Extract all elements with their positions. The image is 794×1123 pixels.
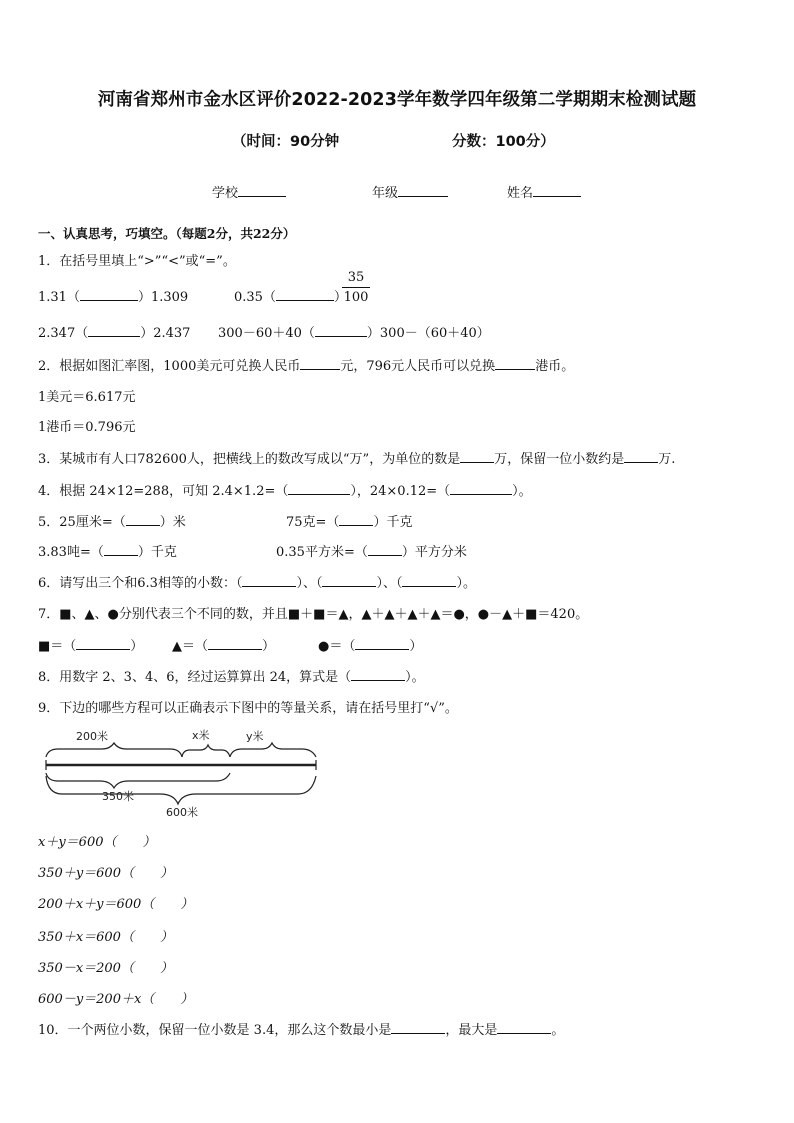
q1-text: 1．在括号里填上“>”“<”或“=”。 <box>38 254 236 269</box>
q9-equation-4[interactable]: 350＋x＝600（ ） <box>38 930 173 945</box>
q2-rate-usd: 1美元＝6.617元 <box>38 390 136 405</box>
q7-triangle-close: ） <box>262 639 276 654</box>
q6-sep-2: ）、（ <box>376 576 403 591</box>
q1-c-blank[interactable] <box>88 324 140 337</box>
q4-blank-2[interactable] <box>450 482 512 495</box>
q1-item-c <box>38 322 190 341</box>
q5-c-left: 3.83吨=（ <box>38 545 104 560</box>
school-label: 学校 <box>212 186 239 201</box>
q7-triangle-answer <box>172 635 275 654</box>
q7-circle-answer <box>318 635 422 654</box>
q5-a-right: ）米 <box>159 515 186 530</box>
q3-blank-1[interactable] <box>460 450 494 463</box>
q6-text-a: 6．请写出三个和6.3相等的小数：（ <box>38 576 243 591</box>
q1-b-right: ） <box>333 290 347 305</box>
q10-text-a: 10．一个两位小数，保留一位小数是 3.4，那么这个数最小是 <box>38 1023 392 1038</box>
q1-fraction <box>342 270 370 305</box>
school-blank[interactable] <box>238 184 286 197</box>
q7-triangle-left: ▲＝（ <box>172 639 208 654</box>
q7-text: 7．■、▲、●分别代表三个不同的数，并且■＋■＝▲，▲＋▲＋▲＋▲＝●，●－▲＋■＝420。 <box>38 607 589 622</box>
grade-label: 年级 <box>372 186 399 201</box>
q1-b-left: 0.35（ <box>234 290 276 305</box>
q8-text-b: ）。 <box>405 670 425 685</box>
q1-a-right: ）1.309 <box>137 290 189 305</box>
q5-item-d <box>276 541 467 560</box>
q5-item-a <box>38 511 186 530</box>
q5-b-right: ）千克 <box>373 515 413 530</box>
q5-a-left: 5．25厘米=（ <box>38 515 126 530</box>
q5-b-blank[interactable] <box>339 513 373 526</box>
brace-600 <box>46 776 316 804</box>
q1-a-left: 1.31（ <box>38 290 80 305</box>
q7-triangle-blank[interactable] <box>208 637 262 650</box>
q10-blank-1[interactable] <box>391 1021 445 1034</box>
q1-b-blank[interactable] <box>276 288 334 301</box>
q1-a-blank[interactable] <box>80 288 138 301</box>
q2-text-a: 2．根据如图汇率图，1000美元可兑换人民币 <box>38 359 301 374</box>
fraction-denominator: 100 <box>343 290 369 305</box>
grade-blank[interactable] <box>398 184 448 197</box>
q1-item-d <box>218 322 490 341</box>
q1-c-left: 2.347（ <box>38 326 89 341</box>
label-600: 600米 <box>166 806 198 819</box>
label-y: y米 <box>246 730 264 743</box>
q6-text-end: ）。 <box>456 576 476 591</box>
q7-square-close: ） <box>130 639 144 654</box>
brace-y <box>230 743 316 757</box>
label-x: x米 <box>192 729 210 742</box>
q9-equation-1[interactable]: x＋y＝600（ ） <box>38 835 156 850</box>
brace-x <box>182 745 230 757</box>
q9-equation-6[interactable]: 600－y＝200＋x（ ） <box>38 992 194 1007</box>
q5-d-left: 0.35平方米=（ <box>276 545 368 560</box>
q1-c-right: ）2.437 <box>140 326 191 341</box>
name-label: 姓名 <box>507 186 534 201</box>
exam-score: 分数：100分） <box>452 134 555 150</box>
q3-text-a: 3．某城市有人口782600人，把横线上的数改写成以“万”，为单位的数是 <box>38 452 461 467</box>
q2-rate-hkd: 1港币＝0.796元 <box>38 420 136 435</box>
q4-text <box>38 480 532 499</box>
q6-blank-3[interactable] <box>402 574 456 587</box>
q7-square-left: ■＝（ <box>38 639 77 654</box>
q9-segment-diagram <box>40 722 330 822</box>
q5-b-left: 75克=（ <box>286 515 340 530</box>
q6-sep-1: ）、（ <box>296 576 323 591</box>
q3-blank-2[interactable] <box>624 450 658 463</box>
name-field[interactable] <box>507 182 581 201</box>
q1-item-b <box>234 286 347 305</box>
grade-field[interactable] <box>372 182 448 201</box>
q1-item-a <box>38 286 188 305</box>
q9-equation-3[interactable]: 200＋x＋y＝600（ ） <box>38 897 194 912</box>
q7-square-answer <box>38 635 143 654</box>
brace-200 <box>46 743 182 757</box>
q3-text-b: 万，保留一位小数约是 <box>494 452 625 467</box>
q5-c-right: ）千克 <box>137 545 177 560</box>
q2-text-b: 元，796元人民币可以兑换 <box>340 359 496 374</box>
q4-text-c: ）。 <box>512 484 532 499</box>
q1-d-left: 300－60＋40（ <box>218 326 315 341</box>
q8-text <box>38 666 425 685</box>
name-blank[interactable] <box>533 184 581 197</box>
q10-text-b: ，最大是 <box>445 1023 498 1038</box>
q4-blank-1[interactable] <box>288 482 350 495</box>
q1-d-right: ）300－（60＋40） <box>366 326 490 341</box>
school-field[interactable] <box>212 182 286 201</box>
label-200: 200米 <box>76 730 108 743</box>
q6-blank-2[interactable] <box>322 574 376 587</box>
q7-circle-close: ） <box>409 639 423 654</box>
q7-circle-blank[interactable] <box>355 637 409 650</box>
q4-text-b: ），24×0.12=（ <box>350 484 451 499</box>
q2-blank-2[interactable] <box>495 357 535 370</box>
q6-blank-1[interactable] <box>242 574 296 587</box>
q1-d-blank[interactable] <box>315 324 367 337</box>
page-title: 河南省郑州市金水区评价2022-2023学年数学四年级第二学期期末检测试题 <box>97 90 697 110</box>
exam-time: （时间：90分钟 <box>232 134 340 150</box>
q9-equation-2[interactable]: 350＋y＝600（ ） <box>38 866 173 881</box>
q5-c-blank[interactable] <box>104 543 138 556</box>
q8-blank[interactable] <box>351 668 405 681</box>
q2-text-c: 港币。 <box>535 359 575 374</box>
q10-blank-2[interactable] <box>497 1021 551 1034</box>
q5-d-right: ）平方分米 <box>401 545 467 560</box>
section-heading: 一、认真思考，巧填空。（每题2分，共22分） <box>38 226 296 241</box>
q9-equation-5[interactable]: 350－x＝200（ ） <box>38 961 173 976</box>
q6-text <box>38 572 476 591</box>
q7-square-blank[interactable] <box>76 637 130 650</box>
q8-text-a: 8．用数字 2、3、4、6，经过运算算出 24，算式是（ <box>38 670 352 685</box>
fraction-bar <box>342 287 370 288</box>
q7-circle-left: ●＝（ <box>318 639 356 654</box>
q9-text: 9．下边的哪些方程可以正确表示下图中的等量关系，请在括号里打“√”。 <box>38 701 458 716</box>
q3-text <box>38 448 675 467</box>
q3-text-c: 万. <box>658 452 676 467</box>
fraction-numerator: 35 <box>347 270 365 285</box>
q5-d-blank[interactable] <box>368 543 402 556</box>
q5-item-c <box>38 541 177 560</box>
q2-blank-1[interactable] <box>300 357 340 370</box>
q10-text-c: 。 <box>551 1023 565 1038</box>
label-350: 350米 <box>102 790 134 803</box>
brace-350 <box>46 773 230 788</box>
q5-item-b <box>286 511 412 530</box>
q2-text <box>38 355 574 374</box>
q5-a-blank[interactable] <box>126 513 160 526</box>
q10-text <box>38 1019 564 1038</box>
q4-text-a: 4．根据 24×12=288，可知 2.4×1.2=（ <box>38 484 289 499</box>
